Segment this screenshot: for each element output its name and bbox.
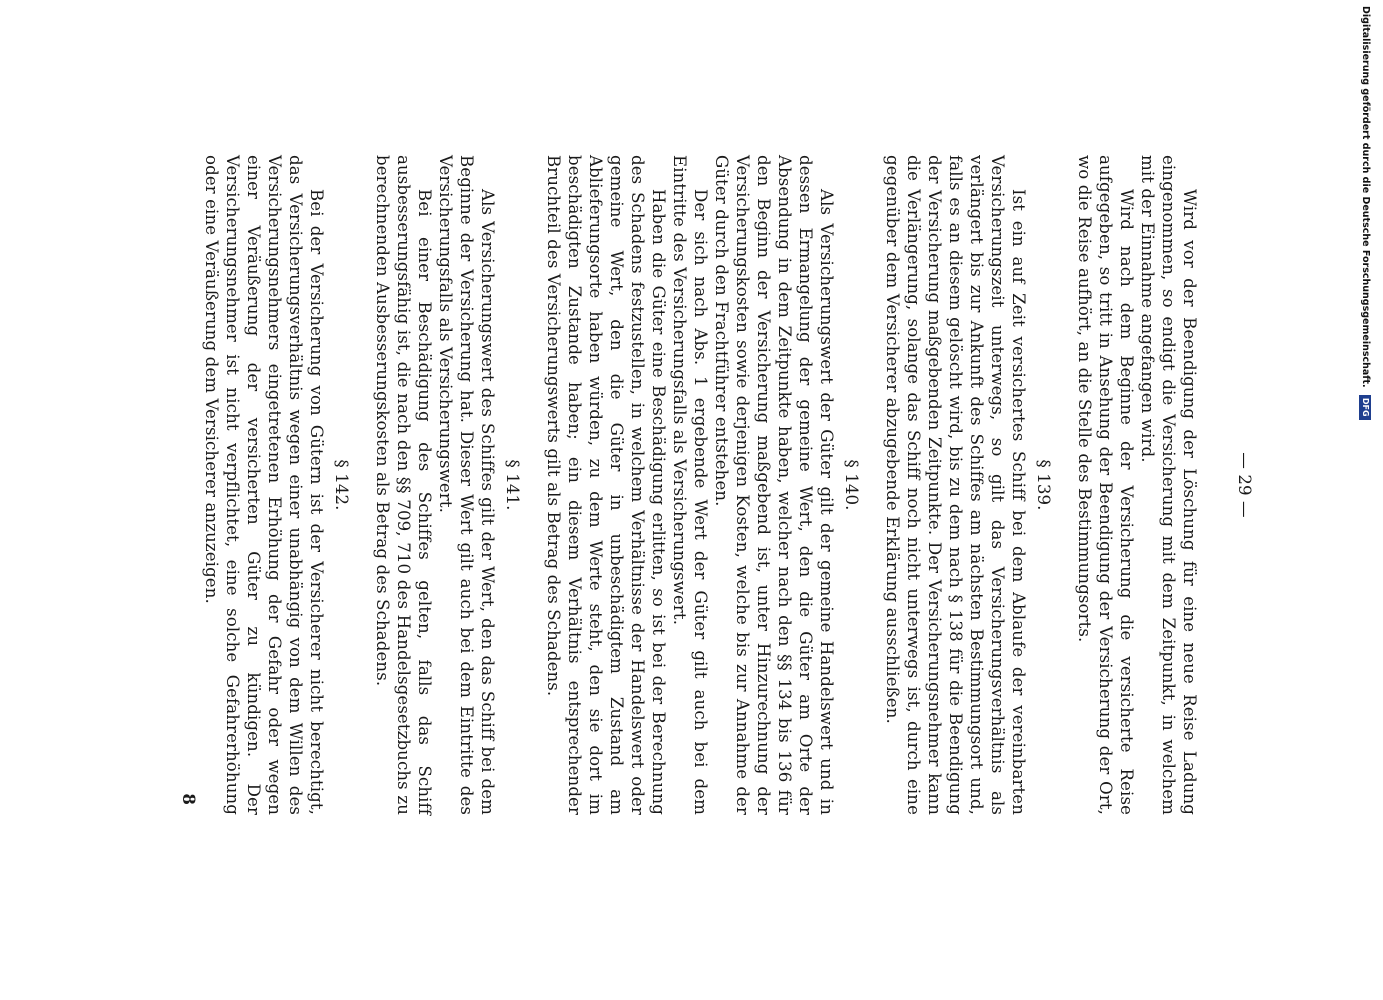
- section-141: [372, 155, 523, 815]
- section-heading: § 142.: [332, 459, 351, 511]
- dfg-logo: DFG: [1360, 395, 1372, 420]
- credit-text: Digitalisierung gefördert durch die Deutsche Forschungsgemeinschaft.: [1360, 6, 1371, 388]
- continuation-paragraph-1: Wird vor der Beendigung der Löschung für eine neue Reise Ladung eingenommen, so endigt die Versicherung mit dem Zeitpunkt, in welchem mit der Einnahme angefangen wird.: [1138, 155, 1199, 815]
- section-paragraph: Ist ein auf Zeit versichertes Schiff bei dem Ablaufe der vereinbarten Versicherungszeit unterwegs, so gilt das Versicherungsverhältnis als verlängert bis zur Ankunft des Schiffes am nächsten Bestimmungsort und, falls es an diesem gelöscht wird, bis zu dem nach § 138 für die Beendigung der Versicherung maßgebenden Zeitpunkte. Der Versicherungsnehmer kann die Verlängerung, solange das Schiff noch nicht unterwegs ist, durch eine gegenüber dem Versicherer abzugebende Erklärung ausschließen.: [883, 155, 1028, 815]
- section-140: [543, 155, 862, 815]
- section-paragraph: Bei der Versicherung von Gütern ist der Versicherer nicht berechtigt, das Versicherungsverhältnis wegen einer unabhängig von dem Willen des Versicherungsnehmers eingetretenen Erhöhung der Gefahr oder wegen einer Veräußerung der versicherten Güter zu kündigen. Der Versicherungsnehmer ist nicht verpflichtet, eine solche Gefahrerhöhung oder eine Veräußerung dem Versicherer anzuzeigen.: [202, 155, 326, 815]
- sheet-signature: 8: [179, 793, 199, 805]
- section-heading: § 141.: [503, 459, 522, 511]
- section-139: [882, 155, 1054, 815]
- digitization-credit: [1354, 6, 1376, 994]
- section-heading: § 139.: [1034, 459, 1053, 511]
- scanned-page: [105, 155, 1255, 815]
- section-paragraph: Bei einer Beschädigung des Schiffes gelten, falls das Schiff ausbesserungsfähig ist, die nach den §§ 709, 710 des Handelsgesetzbuchs zu berechnenden Ausbesserungskosten als Betrag des Schadens.: [373, 155, 434, 815]
- section-paragraph: Der sich nach Abs. 1 ergebende Wert der Güter gilt auch bei dem Eintritte des Versicherungsfalls als Versicherungswert.: [670, 155, 710, 815]
- continuation-paragraph-2: Wird nach dem Beginne der Versicherung die versicherte Reise aufgegeben, so tritt in Ansehung der Beendigung der Versicherung der Ort, wo die Reise aufhört, an die Stelle des Bestimmungsorts.: [1075, 155, 1136, 815]
- page-number: — 29 —: [1235, 452, 1254, 518]
- section-paragraph: Als Versicherungswert des Schiffes gilt der Wert, den das Schiff bei dem Beginne der Versicherung hat. Dieser Wert gilt auch bei dem Eintritte des Versicherungsfalls als Versicherungswert.: [436, 155, 497, 815]
- section-paragraph: Als Versicherungswert der Güter gilt der gemeine Handelswert und in dessen Ermangelung der gemeine Wert, den die Güter am Orte der Absendung in dem Zeitpunkte haben, welcher nach den §§ 134 bis 136 für den Beginn der Versicherung maßgebend ist, unter Hinzurechnung der Versicherungskosten sowie derjenigen Kosten, welche bis zur Annahme der Güter durch den Frachtführer entstehen.: [712, 155, 836, 815]
- section-142: [201, 155, 352, 815]
- section-paragraph: Haben die Güter eine Beschädigung erlitten, so ist bei der Berechnung des Schadens festzustellen, in welchem Verhältnisse der Handelswert oder gemeine Wert, den die Güter in unbeschädigtem Zustand am Ablieferungsorte haben würden, zu dem Werte steht, den sie dort im beschädigten Zustande haben; ein diesem Verhältnis entsprechender Bruchteil des Versicherungswerts gilt als Betrag des Schadens.: [544, 155, 668, 815]
- section-heading: § 140.: [842, 459, 861, 511]
